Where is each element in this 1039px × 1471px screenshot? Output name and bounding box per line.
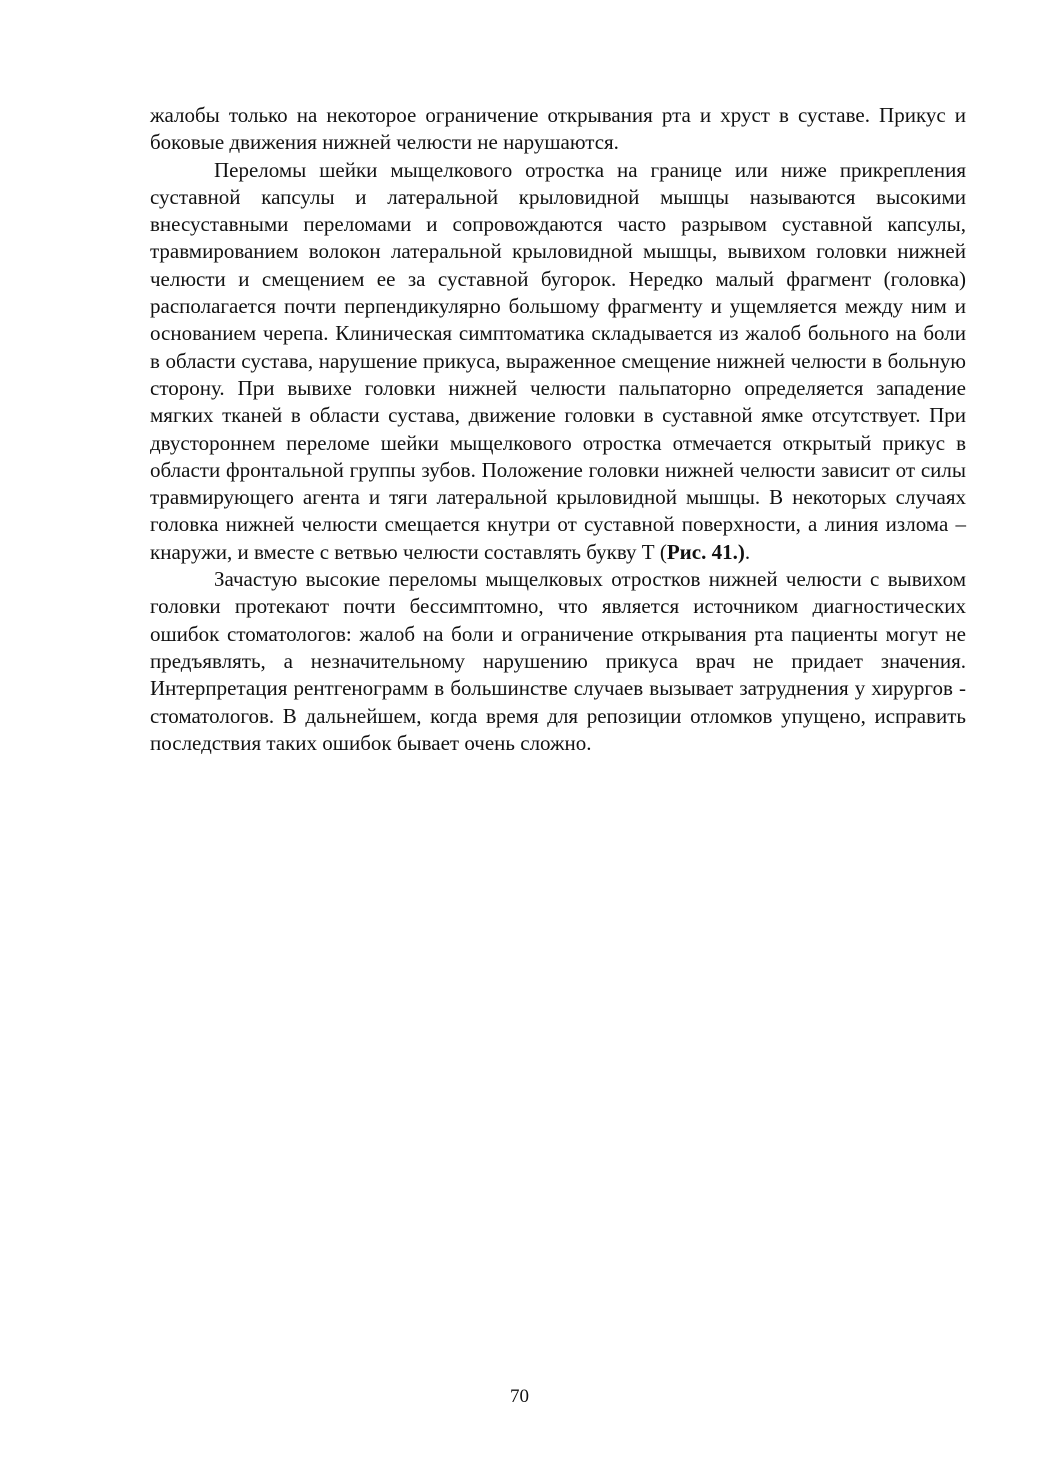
- paragraph-condylar-fracture: [150, 157, 966, 566]
- page-number: 70: [510, 1386, 529, 1407]
- figure-reference: Рис. 41.): [666, 539, 745, 564]
- paragraph-diagnostic-errors: Зачастую высокие переломы мыщелковых отростков нижней челюсти с вывихом головки протекают почти бессимптомно, что является источником диагностических ошибок стоматологов: жалоб на боли и ограничение открывания рта пациенты могут не предъявлять, а незначительному нарушению прикуса врач не придает значения. Интерпретация рентгенограмм в большинстве случаев вызывает затруднения у хирургов - стоматологов. В дальнейшем, когда время для репозиции отломков упущено, исправить последствия таких ошибок бывает очень сложно.: [150, 567, 966, 755]
- body-text: [150, 102, 966, 757]
- paragraph-text-end: .: [744, 539, 751, 564]
- paragraph-text: Переломы шейки мыщелкового отростка на границе или ниже прикрепления суставной капсулы и латеральной крыловидной мышцы называются высокими внесуставными переломами и сопровождаются часто разрывом суставной капсулы, травмированием волокон латеральной крыловидной мышцы, вывихом головки нижней челюсти и смещением ее за суставной бугорок. Нередко малый фрагмент (головка) располагается почти перпендикулярно большому фрагменту и ущемляется между ним и основанием черепа. Клиническая симптоматика складывается из жалоб больного на боли в области сустава, нарушение прикуса, выраженное смещение нижней челюсти в больную сторону. При вывихе головки нижней челюсти пальпаторно определяется западение мягких тканей в области сустава, движение головки в суставной ямке отсутствует. При двустороннем переломе шейки мыщелкового отростка отмечается открытый прикус в области фронтальной группы зубов. Положение головки нижней челюсти зависит от силы травмирующего агента и тяги латеральной крыловидной мышцы. В некоторых случаях головка нижней челюсти смещается кнутри от суставной поверхности, а линия излома – кнаружи, и вместе с ветвью челюсти составлять букву Т (: [150, 157, 966, 564]
- paragraph-continuation: жалобы только на некоторое ограничение открывания рта и хруст в суставе. Прикус и боковые движения нижней челюсти не нарушаются.: [150, 103, 966, 155]
